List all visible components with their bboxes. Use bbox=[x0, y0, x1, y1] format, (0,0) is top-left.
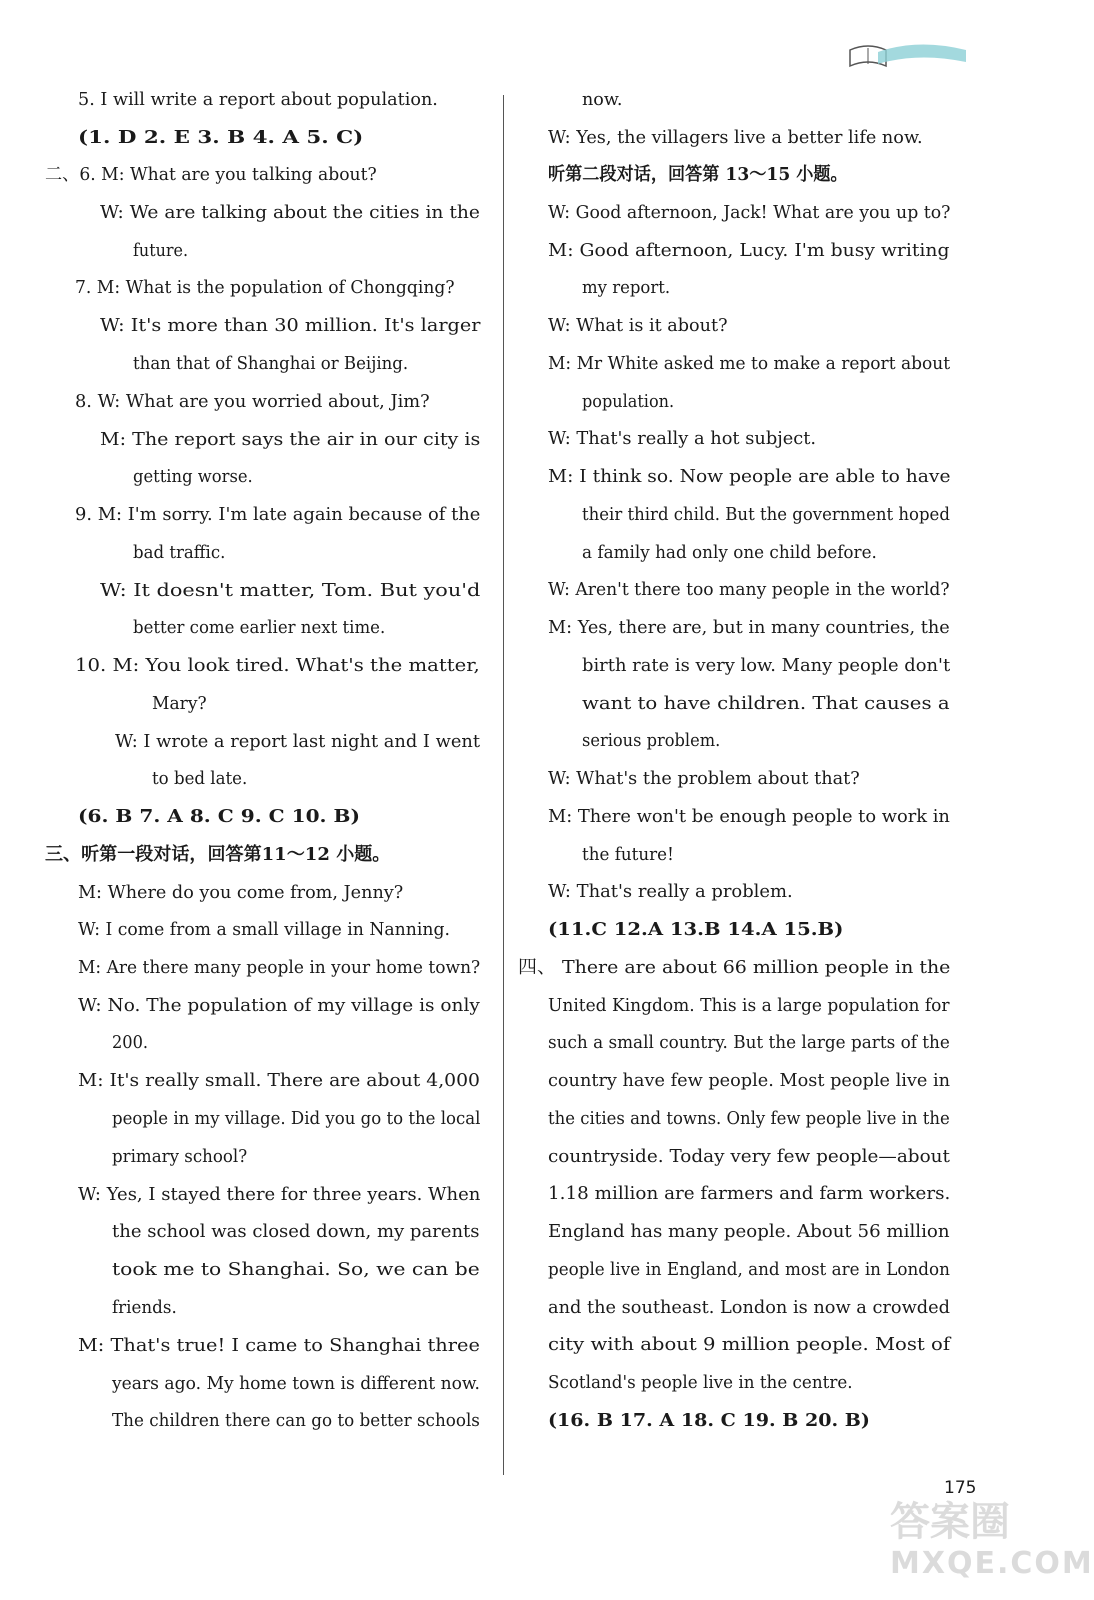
text-line: M: It's really small. There are about 4,000 bbox=[78, 1070, 480, 1091]
text-line: countryside. Today very few people—about bbox=[548, 1146, 950, 1167]
column-divider bbox=[503, 95, 504, 1475]
text-line: population. bbox=[582, 391, 675, 412]
text-line: United Kingdom. This is a large population for bbox=[548, 995, 950, 1016]
text-line: (6. B 7. A 8. C 9. C 10. B) bbox=[78, 806, 360, 827]
text-line: M: That's true! I came to Shanghai three bbox=[78, 1335, 480, 1356]
text-line: my report. bbox=[582, 277, 671, 298]
text-line: W: It doesn't matter, Tom. But you'd bbox=[100, 580, 481, 601]
text-line: 9. M: I'm sorry. I'm late again because of the bbox=[75, 504, 481, 525]
text-line: M: Are there many people in your home town? bbox=[78, 957, 481, 978]
text-line: serious problem. bbox=[582, 730, 721, 751]
text-line: 10. M: You look tired. What's the matter, bbox=[75, 655, 480, 676]
text-line: Scotland's people live in the centre. bbox=[548, 1372, 853, 1393]
text-line: 5. I will write a report about population. bbox=[78, 89, 438, 110]
text-line: than that of Shanghai or Beijing. bbox=[133, 353, 409, 374]
text-line: M: There won't be enough people to work in bbox=[548, 806, 950, 827]
text-line: 1.18 million are farmers and farm workers. bbox=[548, 1183, 951, 1204]
watermark-url: MXQE.COM bbox=[890, 1546, 1094, 1581]
page-number: 175 bbox=[944, 1478, 977, 1498]
text-line: W: No. The population of my village is only bbox=[78, 995, 480, 1016]
page-corner-book-icon bbox=[848, 40, 968, 70]
text-line: M: Mr White asked me to make a report about bbox=[548, 353, 951, 374]
text-line: took me to Shanghai. So, we can be bbox=[112, 1259, 480, 1280]
text-line: W: I wrote a report last night and I went bbox=[115, 731, 481, 752]
watermark-logo bbox=[880, 1490, 1094, 1590]
text-line: want to have children. That causes a bbox=[582, 693, 950, 714]
text-line: W: That's really a hot subject. bbox=[548, 428, 817, 449]
text-line: city with about 9 million people. Most of bbox=[548, 1334, 951, 1355]
text-line: W: Aren't there too many people in the world? bbox=[548, 579, 950, 600]
text-line: England has many people. About 56 million bbox=[548, 1221, 950, 1242]
text-line: a family had only one child before. bbox=[582, 542, 877, 563]
text-line: W: Yes, the villagers live a better life now. bbox=[548, 127, 923, 148]
text-line: The children there can go to better schools bbox=[112, 1410, 480, 1431]
text-line: 二、6. M: What are you talking about? bbox=[45, 164, 377, 185]
text-line: primary school? bbox=[112, 1146, 248, 1167]
text-line: (11.C 12.A 13.B 14.A 15.B) bbox=[548, 919, 844, 940]
text-line: 200. bbox=[112, 1032, 149, 1053]
text-line: M: The report says the air in our city is bbox=[100, 429, 481, 450]
text-line: M: Where do you come from, Jenny? bbox=[78, 882, 404, 903]
text-line: 8. W: What are you worried about, Jim? bbox=[75, 391, 430, 412]
text-line: W: Good afternoon, Jack! What are you up to? bbox=[548, 202, 951, 223]
text-line: W: What is it about? bbox=[548, 315, 728, 336]
text-line: 7. M: What is the population of Chongqing? bbox=[75, 277, 455, 298]
text-line: such a small country. But the large parts of the bbox=[548, 1032, 950, 1053]
text-line: better come earlier next time. bbox=[133, 617, 386, 638]
text-line: and the southeast. London is now a crowded bbox=[548, 1297, 950, 1318]
text-line: W: That's really a problem. bbox=[548, 881, 793, 902]
text-line: M: I think so. Now people are able to have bbox=[548, 466, 951, 487]
text-line: (1. D 2. E 3. B 4. A 5. C) bbox=[78, 127, 364, 148]
text-line: now. bbox=[582, 89, 623, 110]
text-line: 三、听第一段对话，回答第11～12 小题。 bbox=[45, 844, 391, 865]
text-line: W: What's the problem about that? bbox=[548, 768, 860, 789]
text-line: country have few people. Most people live in bbox=[548, 1070, 951, 1091]
text-line: (16. B 17. A 18. C 19. B 20. B) bbox=[548, 1410, 870, 1431]
text-line: 听第二段对话，回答第 13～15 小题。 bbox=[548, 164, 848, 185]
text-line: M: Yes, there are, but in many countries, the bbox=[548, 617, 950, 638]
text-line: people in my village. Did you go to the local bbox=[112, 1108, 481, 1129]
text-line: the cities and towns. Only few people live in the bbox=[548, 1108, 950, 1129]
text-line: W: It's more than 30 million. It's larger bbox=[100, 315, 481, 336]
text-line: people live in England, and most are in London bbox=[548, 1259, 950, 1280]
text-line: Mary? bbox=[152, 693, 207, 714]
text-line: getting worse. bbox=[133, 466, 253, 487]
text-line: the school was closed down, my parents bbox=[112, 1221, 480, 1242]
text-line: the future! bbox=[582, 844, 674, 865]
text-line: W: I come from a small village in Nanning. bbox=[78, 919, 450, 940]
watermark-title: 答案圈 bbox=[890, 1499, 1010, 1545]
text-line: years ago. My home town is different now. bbox=[112, 1373, 480, 1394]
text-line: friends. bbox=[112, 1297, 177, 1318]
text-line: future. bbox=[133, 240, 189, 261]
text-line: W: Yes, I stayed there for three years. When bbox=[78, 1184, 481, 1205]
text-line: W: We are talking about the cities in the bbox=[100, 202, 480, 223]
text-line: 四、 There are about 66 million people in the bbox=[518, 957, 951, 978]
text-line: to bed late. bbox=[152, 768, 248, 789]
text-line: bad traffic. bbox=[133, 542, 226, 563]
text-line: their third child. But the government hoped bbox=[582, 504, 950, 525]
text-line: M: Good afternoon, Lucy. I'm busy writing bbox=[548, 240, 950, 261]
text-line: birth rate is very low. Many people don't bbox=[582, 655, 951, 676]
